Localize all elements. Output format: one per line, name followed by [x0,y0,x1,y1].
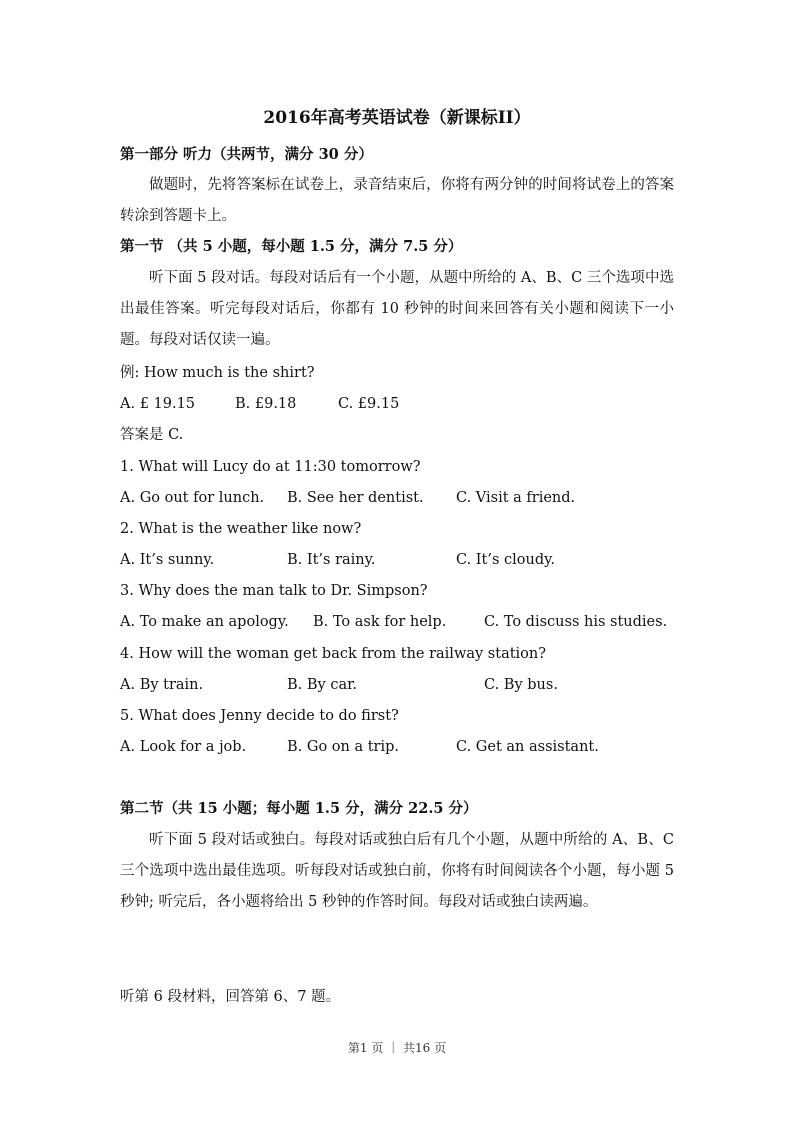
q5-option-a: A. Look for a job. [120,739,247,755]
question-5: 5. What does Jenny decide to do first? [120,708,399,724]
q5-option-b: B. Go on a trip. [287,739,400,755]
question-3: 3. Why does the man talk to Dr. Simpson? [120,583,428,599]
question-2: 2. What is the weather like now? [120,521,362,537]
section2-instruction: 听下面 5 段对话或独白。每段对话或独白后有几个小题，从题中所给的 A、B、C 三个选项中选出最佳选项。听每段对话或独白前，你将有时间阅读各个小题，每小题 5 秒钟; 听完后，各小题将给出 5 秒钟的作答时间。每段对话或独白读两遍。 [120,832,674,910]
q1-option-b: B. See her dentist. [287,490,424,506]
page-title: 2016年高考英语试卷（新课标II） [263,108,531,128]
question-4: 4. How will the woman get back from the railway station? [120,646,547,662]
q4-option-c: C. By bus. [484,677,558,693]
q3-option-b: B. To ask for help. [313,614,447,630]
part1-heading: 第一部分 听力（共两节，满分 30 分） [120,146,373,163]
q4-option-a: A. By train. [120,677,204,693]
example-answer: 答案是 C. [120,427,184,443]
q2-option-c: C. It’s cloudy. [456,552,555,568]
question-1: 1. What will Lucy do at 11:30 tomorrow? [120,459,421,475]
part1-instruction: 做题时，先将答案标在试卷上，录音结束后，你将有两分钟的时间将试卷上的答案转涂到答题卡上。 [120,177,674,224]
page-footer: 第1 页 ｜ 共16 页 [347,1041,447,1055]
section1-heading: 第一节 （共 5 小题，每小题 1.5 分，满分 7.5 分） [120,238,463,255]
q4-option-b: B. By car. [287,677,358,693]
q2-option-a: A. It’s sunny. [120,552,215,568]
example-option-b: B. £9.18 [235,396,297,412]
q1-option-c: C. Visit a friend. [456,490,576,506]
section1-instruction: 听下面 5 段对话。每段对话后有一个小题，从题中所给的 A、B、C 三个选项中选出最佳答案。听完每段对话后，你都有 10 秒钟的时间来回答有关小题和阅读下一小题。每段对话仅读一遍。 [120,270,674,348]
example-option-c: C. £9.15 [338,396,400,412]
q1-option-a: A. Go out for lunch. [120,490,265,506]
example-question: 例: How much is the shirt? [120,365,315,381]
q2-option-b: B. It’s rainy. [287,552,376,568]
q5-option-c: C. Get an assistant. [456,739,599,755]
q3-option-a: A. To make an apology. [120,614,289,630]
section2-heading: 第二节（共 15 小题；每小题 1.5 分，满分 22.5 分） [120,800,478,817]
q3-option-c: C. To discuss his studies. [484,614,668,630]
example-option-a: A. £ 19.15 [120,396,196,412]
section2-material: 听第 6 段材料，回答第 6、7 题。 [120,989,341,1005]
